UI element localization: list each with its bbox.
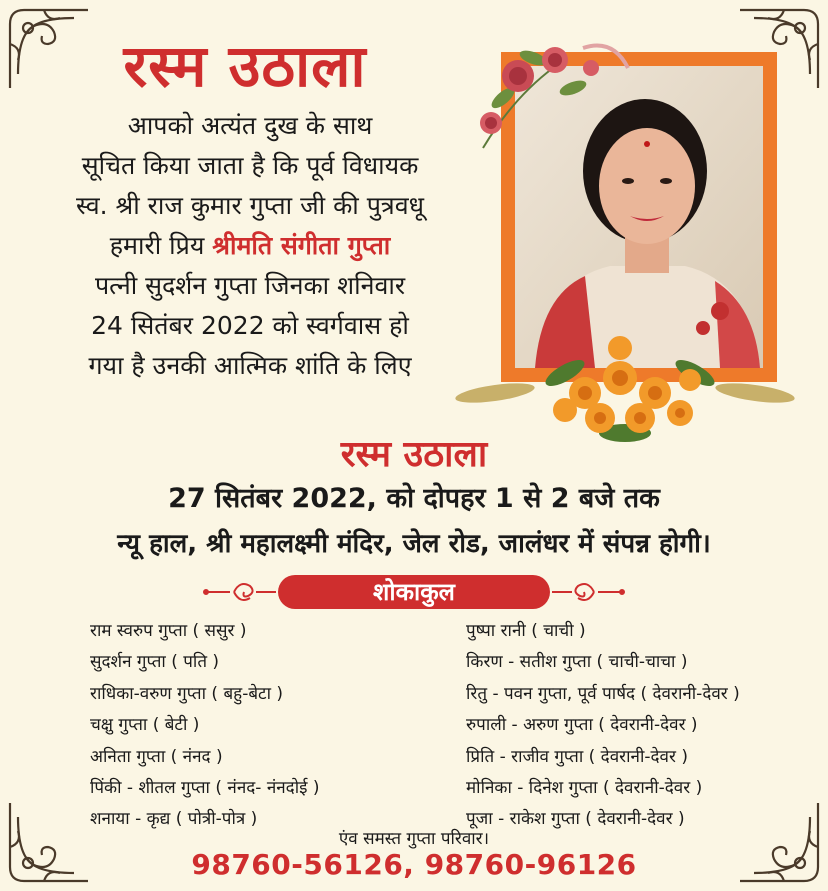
intro-line: सूचित किया जाता है कि पूर्व विधायक — [81, 151, 419, 180]
list-item: शनाया - कृद्य ( पोत्री-पोत्र ) — [90, 809, 258, 830]
intro-line — [30, 226, 470, 266]
mourners-list-right — [466, 616, 796, 836]
list-item: मोनिका - दिनेश गुप्ता ( देवरानी-देवर ) — [466, 778, 703, 799]
intro-paragraph — [30, 106, 470, 386]
ceremony-venue: न्यू हाल, श्री महालक्ष्मी मंदिर, जेल रोड, जालंधर में संपन्न होगी। — [117, 529, 711, 559]
list-item: प्रिति - राजीव गुप्ता ( देवरानी-देवर ) — [466, 746, 688, 767]
mourners-banner — [200, 572, 628, 612]
list-item: सुदर्शन गुप्ता ( पति ) — [90, 652, 220, 673]
family-signature: एंव समस्त गुप्ता परिवार। — [338, 829, 490, 849]
intro-line: 24 सितंबर 2022 को स्वर्गवास हो — [91, 311, 409, 340]
list-item: पिंकी - शीतल गुप्ता ( नंनद- नंनदोई ) — [90, 778, 320, 799]
intro-line: गया है उनकी आत्मिक शांति के लिए — [88, 351, 412, 380]
mourners-list-left — [90, 616, 430, 836]
list-item: राम स्वरुप गुप्ता ( ससुर ) — [90, 621, 247, 641]
list-item: रितु - पवन गुप्ता, पूर्व पार्षद ( देवरानी-देवर ) — [466, 683, 740, 704]
contact-phones: 98760-56126, 98760-96126 — [191, 848, 637, 881]
list-item: पुष्पा रानी ( चाची ) — [466, 621, 586, 641]
list-item: अनिता गुप्ता ( नंनद ) — [90, 746, 223, 767]
rose-bouquet-icon — [463, 28, 633, 158]
intro-line: पत्नी सुदर्शन गुप्ता जिनका शनिवार — [94, 271, 406, 300]
intro-line-prefix: हमारी प्रिय — [109, 231, 213, 260]
list-item: राधिका-वरुण गुप्ता ( बहु-बेटा ) — [90, 683, 284, 704]
portrait-block — [455, 28, 795, 448]
mourners-label: शोकाकुल — [278, 575, 550, 609]
scroll-swirl-icon — [200, 576, 280, 608]
intro-line: आपको अत्यंत दुख के साथ — [127, 111, 373, 140]
list-item: पूजा - राकेश गुप्ता ( देवरानी-देवर ) — [466, 809, 685, 830]
list-item: किरण - सतीश गुप्ता ( चाची-चाचा ) — [466, 652, 688, 673]
page-title: रस्म उठाला — [123, 32, 367, 100]
deceased-name: श्रीमति संगीता गुप्ता — [212, 231, 391, 260]
scroll-swirl-icon — [548, 576, 628, 608]
list-item: रुपाली - अरुण गुप्ता ( देवरानी-देवर ) — [466, 715, 698, 736]
intro-line: स्व. श्री राज कुमार गुप्ता जी की पुत्रवधू — [76, 191, 424, 220]
ceremony-date-time: 27 सितंबर 2022, को दोपहर 1 से 2 बजे तक — [168, 483, 660, 514]
list-item: चक्षु गुप्ता ( बेटी ) — [90, 715, 200, 736]
ceremony-title: रस्म उठाला — [340, 434, 488, 475]
